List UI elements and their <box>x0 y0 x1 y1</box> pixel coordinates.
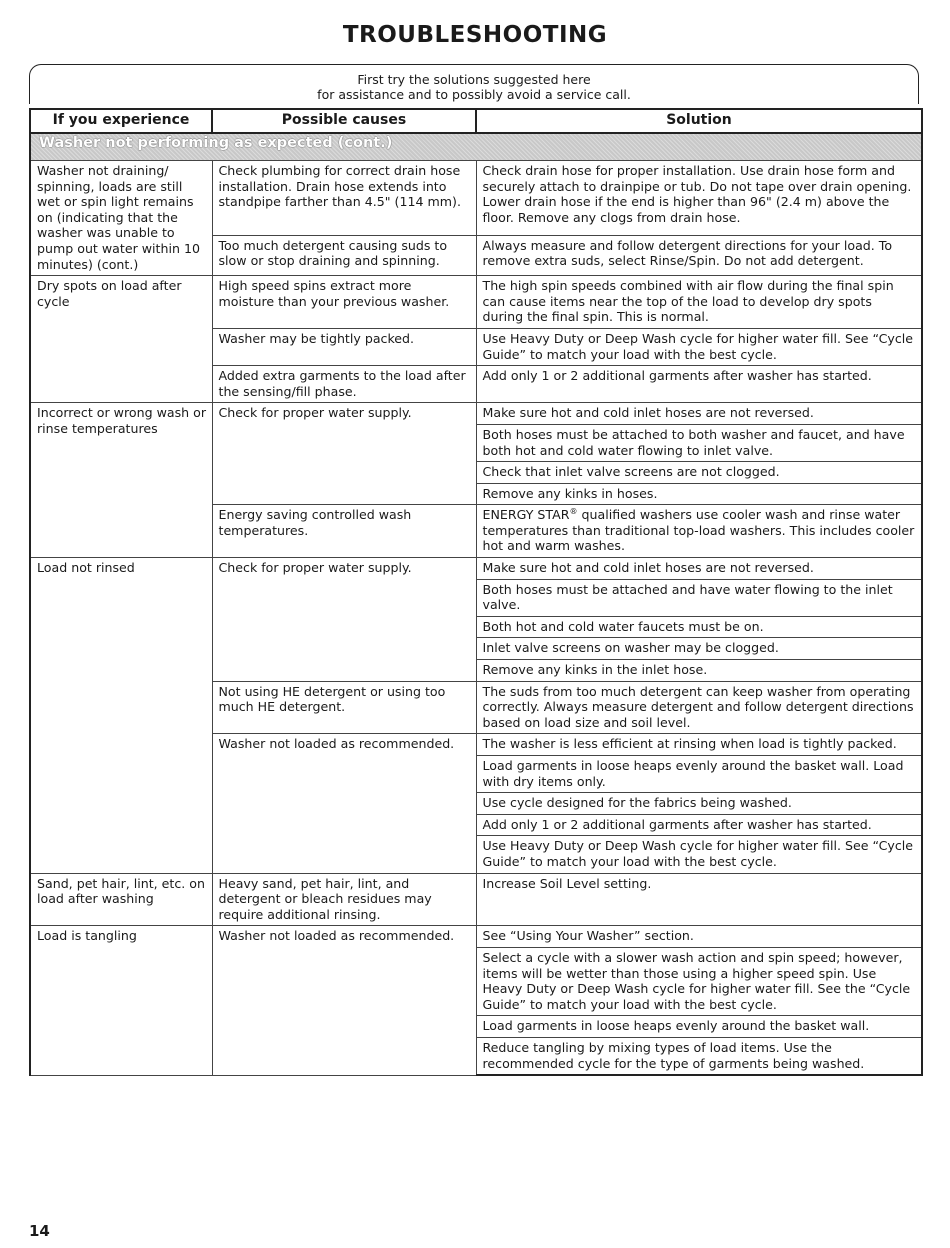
table-row <box>30 926 922 948</box>
table-row <box>30 403 922 425</box>
cause-cell: Washer may be tightly packed. <box>212 328 476 365</box>
cause-cell: Not using HE detergent or using too much HE detergent. <box>212 681 476 734</box>
symptom-cell: Load not rinsed <box>30 558 212 874</box>
solution-cell: Select a cycle with a slower wash action and spin speed; however, items will be wetter than those using a higher speed spin. Use Heavy Duty or Deep Wash cycle for higher water fill. See the “Cycle Guide” to match your load with the best cycle. <box>476 947 922 1015</box>
solution-cell: The washer is less efficient at rinsing when load is tightly packed. <box>476 734 922 756</box>
solution-cell: Both hoses must be attached and have water flowing to the inlet valve. <box>476 579 922 616</box>
solution-cell: Use cycle designed for the fabrics being washed. <box>476 793 922 815</box>
solution-cell: Both hot and cold water faucets must be on. <box>476 616 922 638</box>
cause-cell: Check for proper water supply. <box>212 558 476 682</box>
solution-cell: Load garments in loose heaps evenly around the basket wall. <box>476 1016 922 1038</box>
solution-cell: Add only 1 or 2 additional garments after washer has started. <box>476 814 922 836</box>
solution-cell: Remove any kinks in the inlet hose. <box>476 660 922 682</box>
cause-cell: Check for proper water supply. <box>212 403 476 505</box>
solution-cell: Both hoses must be attached to both washer and faucet, and have both hot and cold water flowing to inlet valve. <box>476 424 922 461</box>
solution-cell: Add only 1 or 2 additional garments after washer has started. <box>476 366 922 403</box>
cause-cell: Washer not loaded as recommended. <box>212 926 476 1075</box>
intro-box <box>29 64 919 104</box>
solution-cell: Increase Soil Level setting. <box>476 873 922 926</box>
solution-cell: Check that inlet valve screens are not clogged. <box>476 462 922 484</box>
solution-cell: Load garments in loose heaps evenly around the basket wall. Load with dry items only. <box>476 756 922 793</box>
cause-cell: Washer not loaded as recommended. <box>212 734 476 873</box>
header-possible-causes: Possible causes <box>212 109 476 133</box>
solution-cell: See “Using Your Washer” section. <box>476 926 922 948</box>
section-title: Washer not performing as expected (cont.) <box>30 133 922 161</box>
cause-cell: High speed spins extract more moisture than your previous washer. <box>212 276 476 329</box>
table-body <box>30 133 922 1075</box>
cause-cell: Energy saving controlled wash temperatures. <box>212 505 476 558</box>
page-title: TROUBLESHOOTING <box>342 22 608 48</box>
table-row <box>30 276 922 329</box>
table-header-row <box>30 109 922 133</box>
solution-cell: Inlet valve screens on washer may be clogged. <box>476 638 922 660</box>
solution-cell: The high spin speeds combined with air flow during the final spin can cause items near the top of the load to develop dry spots during the final spin. This is normal. <box>476 276 922 329</box>
header-solution: Solution <box>476 109 922 133</box>
symptom-cell: Dry spots on load after cycle <box>30 276 212 403</box>
solution-cell: Use Heavy Duty or Deep Wash cycle for higher water fill. See “Cycle Guide” to match your load with the best cycle. <box>476 328 922 365</box>
header-if-you-experience: If you experience <box>30 109 212 133</box>
cause-cell: Check plumbing for correct drain hose installation. Drain hose extends into standpipe farther than 4.5" (114 mm). <box>212 161 476 236</box>
solution-cell: Always measure and follow detergent directions for your load. To remove extra suds, select Rinse/Spin. Do not add detergent. <box>476 235 922 276</box>
troubleshooting-table <box>29 108 923 1076</box>
table-row <box>30 558 922 580</box>
solution-cell: Check drain hose for proper installation. Use drain hose form and securely attach to drainpipe or tub. Do not tape over drain opening. Lower drain hose if the end is higher than 96" (2.4 m) above the floor. Remove any clogs from drain hose. <box>476 161 922 236</box>
cause-cell: Heavy sand, pet hair, lint, and detergent or bleach residues may require additional rinsing. <box>212 873 476 926</box>
solution-cell: Make sure hot and cold inlet hoses are not reversed. <box>476 403 922 425</box>
symptom-cell: Washer not draining/ spinning, loads are still wet or spin light remains on (indicating that the washer was unable to pump out water within 10 minutes) (cont.) <box>30 161 212 276</box>
section-row <box>30 133 922 161</box>
solution-cell: Use Heavy Duty or Deep Wash cycle for higher water fill. See “Cycle Guide” to match your load with the best cycle. <box>476 836 922 873</box>
intro-line-2: for assistance and to possibly avoid a service call. <box>317 87 631 102</box>
solution-cell: Make sure hot and cold inlet hoses are not reversed. <box>476 558 922 580</box>
solution-cell: Reduce tangling by mixing types of load items. Use the recommended cycle for the type of garments being washed. <box>476 1037 922 1075</box>
table-row <box>30 873 922 926</box>
symptom-cell: Load is tangling <box>30 926 212 1075</box>
cause-cell: Too much detergent causing suds to slow or stop draining and spinning. <box>212 235 476 276</box>
solution-cell: Remove any kinks in hoses. <box>476 483 922 505</box>
symptom-cell: Sand, pet hair, lint, etc. on load after washing <box>30 873 212 926</box>
solution-cell: ENERGY STAR® qualified washers use cooler wash and rinse water temperatures than traditional top-load washers. This includes cooler hot and warm washes. <box>476 505 922 558</box>
symptom-cell: Incorrect or wrong wash or rinse temperatures <box>30 403 212 558</box>
solution-cell: The suds from too much detergent can keep washer from operating correctly. Always measure detergent and follow detergent directions based on load size and soil level. <box>476 681 922 734</box>
page-number: 14 <box>29 1222 50 1240</box>
intro-line-1: First try the solutions suggested here <box>357 72 591 87</box>
table-row <box>30 161 922 236</box>
cause-cell: Added extra garments to the load after the sensing/fill phase. <box>212 366 476 403</box>
